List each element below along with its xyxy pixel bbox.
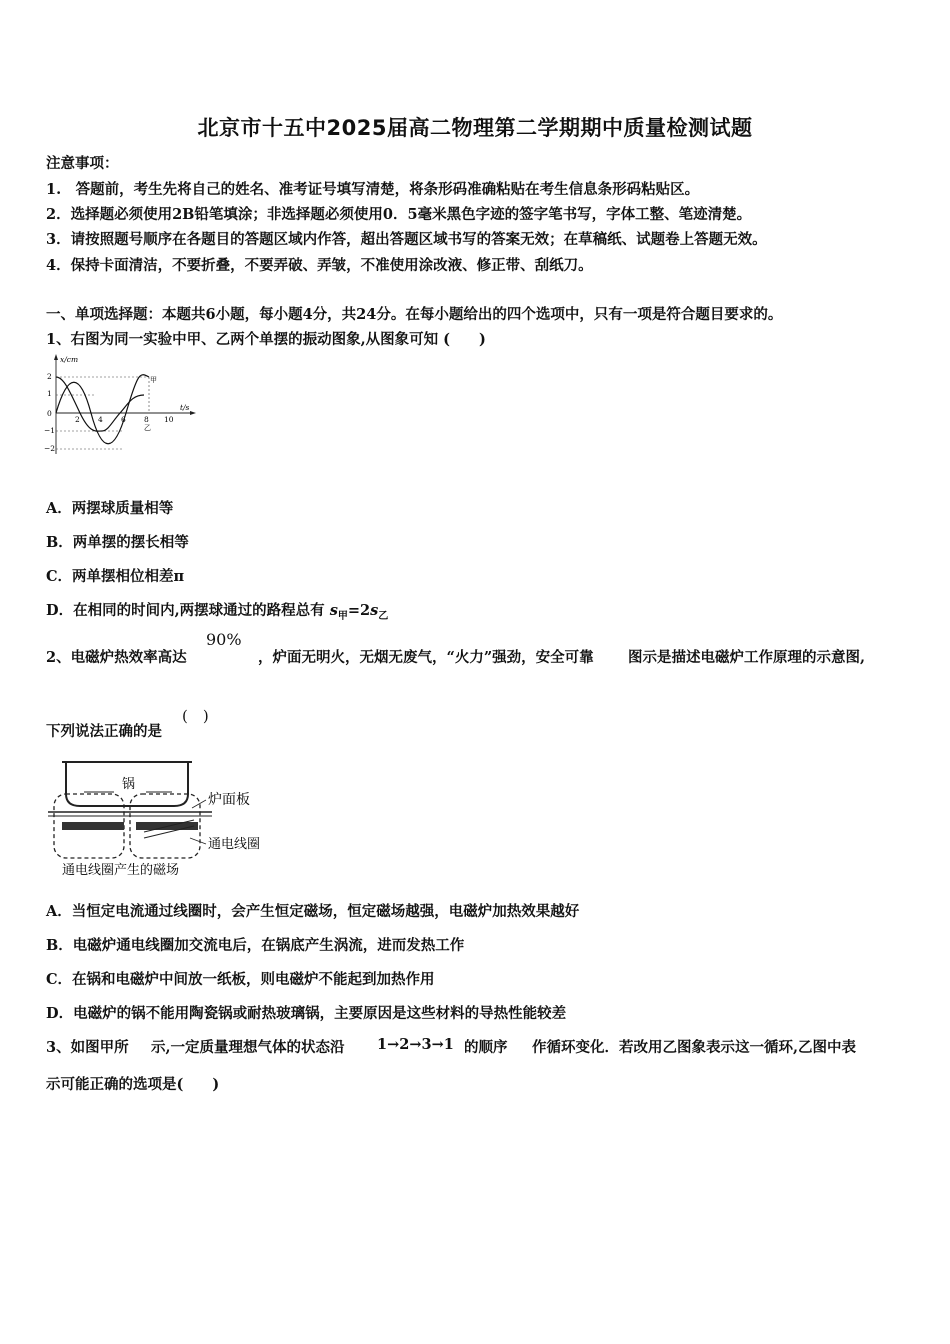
- q1-vibration-graph: [44, 352, 204, 462]
- q1-option-a: A．两摆球质量相等: [46, 500, 174, 517]
- notice-item-4: 4．保持卡面清洁，不要折叠，不要弄破、弄皱，不准使用涂改液、修正带、刮纸刀。: [46, 257, 593, 274]
- q3-line-1-part-d: 作循环变化．若改用乙图象表示这一循环,乙图中表: [532, 1039, 857, 1056]
- field-label: 通电线圈产生的磁场: [62, 863, 180, 878]
- q2-option-c: C．在锅和电磁炉中间放一纸板，则电磁炉不能起到加热作用: [46, 971, 435, 988]
- q1-option-d-prefix: D．在相同的时间内,两摆球通过的路程总有: [46, 602, 325, 619]
- notice-heading: 注意事项：: [46, 155, 119, 172]
- x-axis-arrow: [190, 411, 196, 415]
- q2-stem-line-2: 下列说法正确的是: [46, 723, 162, 740]
- q2-answer-bracket: ( ): [182, 707, 209, 725]
- x-tick-label: 6: [121, 415, 126, 424]
- q3-line-1-part-a: 3、如图甲所: [46, 1039, 129, 1056]
- y-tick-label: 0: [47, 409, 52, 418]
- document-title: 北京市十五中2025届高二物理第二学期期中质量检测试题: [197, 116, 753, 140]
- x-tick-label: 10: [164, 415, 174, 424]
- q2-option-d: D．电磁炉的锅不能用陶瓷锅或耐热玻璃锅，主要原因是这些材料的导热性能较差: [46, 1005, 567, 1022]
- q1-stem: 1、右图为同一实验中甲、乙两个单摆的振动图象,从图象可知 ( ): [46, 331, 486, 348]
- coil-label: 通电线圈: [208, 837, 261, 852]
- x-tick-label: 8: [144, 415, 149, 424]
- y-axis-label: x/cm: [60, 355, 79, 364]
- coil-pointer: [190, 838, 206, 844]
- x-tick-label: 4: [98, 415, 103, 424]
- y-tick-label: 2: [47, 372, 52, 381]
- y-tick-label: −2: [44, 444, 56, 453]
- q1-option-d-sub2: 乙: [378, 610, 389, 622]
- q2-option-a: A．当恒定电流通过线圈时，会产生恒定磁场，恒定磁场越强，电磁炉加热效果越好: [46, 903, 580, 920]
- q2-option-b: B．电磁炉通电线圈加交流电后，在锅底产生涡流，进而发热工作: [46, 937, 465, 954]
- notice-item-3: 3．请按照题号顺序在各题目的答题区域内作答，超出答题区域书写的答案无效；在草稿纸、试题卷上答题无效。: [46, 231, 767, 248]
- label-jia: 甲: [150, 376, 157, 384]
- q2-stem-part-b: ，炉面无明火，无烟无废气，“火力”强劲，安全可靠: [258, 649, 594, 666]
- y-tick-label: 1: [47, 389, 52, 398]
- label-yi: 乙: [144, 424, 151, 432]
- q3-line-1-part-c: 的顺序: [464, 1039, 508, 1056]
- q1-option-b: B．两单摆的摆长相等: [46, 534, 189, 551]
- q3-line-2: 示可能正确的选项是( ): [46, 1076, 220, 1093]
- pot-label: 锅: [122, 777, 136, 792]
- x-tick-label: 2: [75, 415, 80, 424]
- curve-jia: [56, 375, 149, 444]
- panel-label: 炉面板: [208, 792, 250, 808]
- q2-induction-cooker-diagram: [44, 756, 284, 882]
- q1-option-c: C．两单摆相位相差π: [46, 568, 185, 585]
- section-1-heading: 一、单项选择题：本题共6小题，每小题4分，共24分。在每小题给出的四个选项中，只有一项是符合题目要求的。: [46, 306, 783, 323]
- q2-stem-part-c: 图示是描述电磁炉工作原理的示意图,: [628, 649, 866, 666]
- y-tick-label: −1: [44, 426, 56, 435]
- y-axis-arrow: [54, 354, 58, 360]
- q1-option-d-sub1: 甲: [337, 610, 348, 622]
- notice-item-1: 1. 答题前，考生先将自己的姓名、准考证号填写清楚，将条形码准确粘贴在考生信息条形码粘贴区。: [46, 181, 700, 198]
- q1-option-d-s2: s: [370, 602, 379, 619]
- x-axis-label: t/s: [180, 403, 190, 412]
- q1-option-d-s1: s: [329, 602, 338, 619]
- coil-left: [62, 822, 124, 830]
- q3-line-1-part-b: 示,一定质量理想气体的状态沿: [151, 1039, 345, 1056]
- q2-percent: 90%: [206, 630, 242, 649]
- q1-option-d-mid: =2: [347, 602, 371, 619]
- q1-option-d: [46, 599, 388, 622]
- notice-item-2: 2．选择题必须使用2B铅笔填涂；非选择题必须使用0．5毫米黑色字迹的签字笔书写，字体工整、笔迹清楚。: [46, 206, 752, 223]
- q3-cycle-sequence: 1→2→3→1: [377, 1036, 454, 1053]
- q2-stem-part-a: 2、电磁炉热效率高达: [46, 649, 187, 666]
